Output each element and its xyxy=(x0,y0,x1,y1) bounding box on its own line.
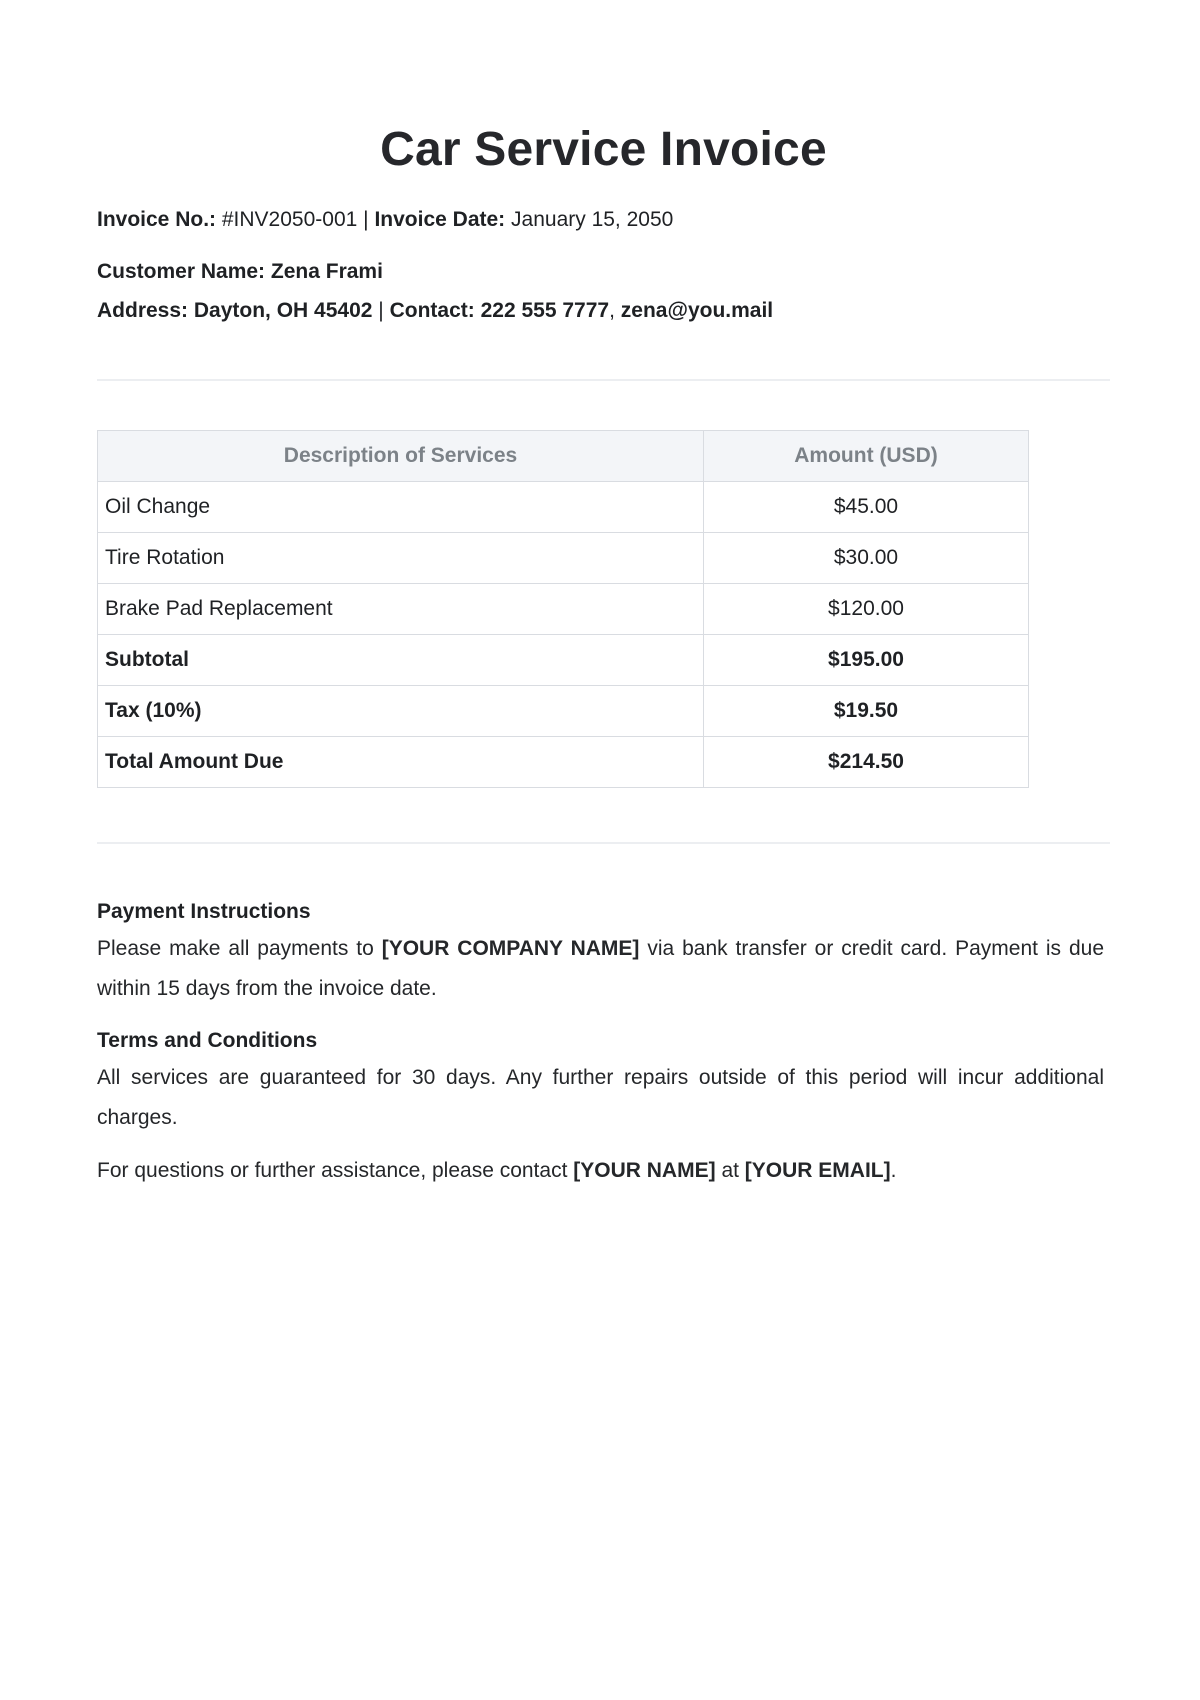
invoice-meta xyxy=(97,208,673,232)
row-amount: $30.00 xyxy=(704,533,1029,584)
services-table xyxy=(97,430,1029,788)
table-row xyxy=(98,584,1029,635)
subtotal-label: Subtotal xyxy=(98,635,704,686)
contact-email: zena@you.mail xyxy=(620,299,774,322)
customer-name-value: Zena Frami xyxy=(270,260,383,283)
your-name-placeholder: [YOUR NAME] xyxy=(573,1159,716,1182)
tax-amount: $19.50 xyxy=(704,686,1029,737)
payment-text xyxy=(97,929,1104,1009)
row-description: Tire Rotation xyxy=(98,533,704,584)
customer-address-line xyxy=(97,299,773,323)
payment-heading: Payment Instructions xyxy=(97,900,311,923)
address-value: Dayton, OH 45402 xyxy=(193,299,373,322)
contact-text-end: . xyxy=(890,1159,897,1182)
table-row xyxy=(98,482,1029,533)
contact-comma: , xyxy=(609,299,615,322)
contact-phone: 222 555 7777 xyxy=(480,299,610,322)
row-description: Oil Change xyxy=(98,482,704,533)
company-name-placeholder: [YOUR COMPANY NAME] xyxy=(381,937,640,960)
row-amount: $45.00 xyxy=(704,482,1029,533)
contact-label: Contact: xyxy=(389,299,475,322)
invoice-date-label: Invoice Date: xyxy=(374,208,506,231)
row-amount: $120.00 xyxy=(704,584,1029,635)
row-description: Brake Pad Replacement xyxy=(98,584,704,635)
meta-separator: | xyxy=(363,208,369,231)
page-title: Car Service Invoice xyxy=(380,123,827,176)
tax-row xyxy=(98,686,1029,737)
header-amount: Amount (USD) xyxy=(704,431,1029,482)
header-description: Description of Services xyxy=(98,431,704,482)
table-header-row xyxy=(98,431,1029,482)
customer-name-line xyxy=(97,260,383,284)
total-amount: $214.50 xyxy=(704,737,1029,788)
divider xyxy=(97,379,1110,381)
subtotal-row xyxy=(98,635,1029,686)
contact-text-middle: at xyxy=(721,1159,739,1182)
invoice-number-label: Invoice No.: xyxy=(97,208,217,231)
divider xyxy=(97,842,1110,844)
invoice-number-value: #INV2050-001 xyxy=(221,208,358,231)
address-label: Address: xyxy=(97,299,189,322)
terms-heading: Terms and Conditions xyxy=(97,1029,318,1052)
terms-text: All services are guaranteed for 30 days. Any further repairs outside of this period will incur additional charges. xyxy=(97,1066,1104,1129)
contact-text-before: For questions or further assistance, please contact xyxy=(97,1159,568,1182)
total-label: Total Amount Due xyxy=(98,737,704,788)
subtotal-amount: $195.00 xyxy=(704,635,1029,686)
tax-label: Tax (10%) xyxy=(98,686,704,737)
contact-text xyxy=(97,1151,1104,1191)
customer-name-label: Customer Name: xyxy=(97,260,266,283)
payment-text-before: Please make all payments to xyxy=(97,937,374,960)
payment-text-after: via bank transfer or credit card. Payment is due within 15 days from the invoice date. xyxy=(97,937,1104,1000)
total-row xyxy=(98,737,1029,788)
invoice-date-value: January 15, 2050 xyxy=(511,208,674,231)
your-email-placeholder: [YOUR EMAIL] xyxy=(744,1159,891,1182)
table-row xyxy=(98,533,1029,584)
address-separator: | xyxy=(378,299,384,322)
